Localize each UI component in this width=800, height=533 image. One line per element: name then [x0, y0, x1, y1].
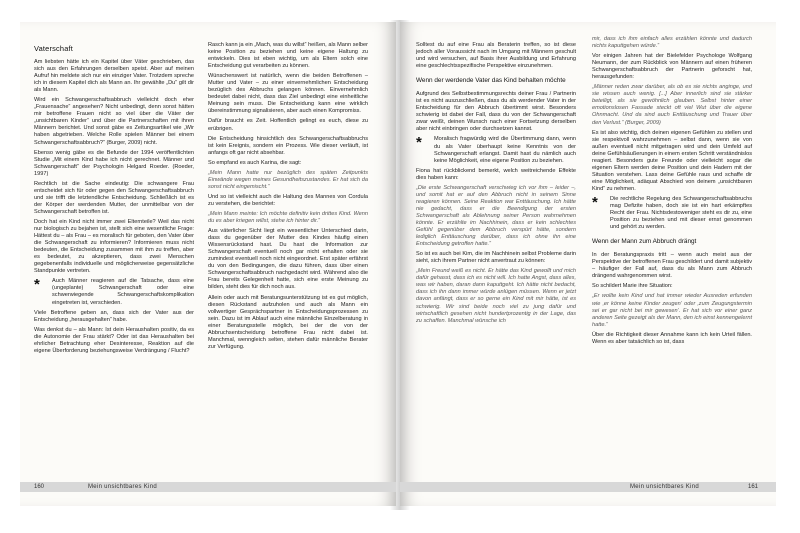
quote-continuation: mir, dass ich ihm einfach alles erzählen könnte und dadurch nichts kaputtgehen würde.“ — [592, 36, 752, 50]
page-number: 160 — [34, 484, 45, 490]
paragraph: So ist es auch bei Kim, die im Nachhinein selbst Probleme darin sieht, sich ihrem Partner nicht anvertraut zu können: — [416, 251, 576, 265]
running-title: Mein unsichtbares Kind — [630, 484, 699, 490]
asterisk-icon: * — [416, 134, 422, 152]
footer-bar — [400, 482, 776, 492]
note-text: Auch Männer reagieren auf die Tatsache, dass eine (ungeplante) Schwangerschaft oder eine schwerwiegende Schwangerschaftskomplikation eingetreten ist, verschieden. — [52, 278, 194, 306]
paragraph: Vor einigen Jahren hat der Bielefelder Psychologe Wolfgang Neumann, der zum Rückblick von Männern auf einen früheren Schwangerschaftsabbruch der Partnerin geforscht hat, herausgefunden: — [592, 53, 752, 81]
paragraph: Es ist also wichtig, dich deinen eigenen Gefühlen zu stellen und sie respektvoll wahrzunehmen – selbst dann, wenn sie von außen eventuell nicht mitgetragen wird und dein Umfeld auf deine Gefühlsäußerungen in einem ersten Schritt verständnislos reagiert. Besonders gute Freunde oder vielleicht sogar die eigenen Eltern werden deine Position und dein Hadern mit der Situation verstehen. Lass deine Gefühle raus und schaffe dir eine Möglichkeit, adäquat Abschied von deinem „unsichtbaren Kind“ zu nehmen. — [592, 129, 752, 192]
paragraph: Und so ist vielleicht auch die Haltung des Mannes von Cordula zu verstehen, die berichtet: — [208, 193, 368, 207]
quote: „Mein Mann hatte nur bezüglich des späten Zeitpunkts Einwände wegen meines Gesundheitszustandes. Er hat sich da sonst nicht eingemischt.“ — [208, 169, 368, 190]
left-page — [20, 22, 396, 506]
section-heading-vaterschaft: Vaterschaft — [34, 44, 74, 53]
right-page — [400, 22, 776, 506]
paragraph: Was denkst du – als Mann: Ist dein Heraushalten positiv, da es die Autonomie der Frau stärkt? Oder ist das Heraushalten bei ehrlicher Betrachtung eher Desinteresse, Reaktion auf die eigene Überforderung beziehungsweise Verdrängung / Flucht? — [34, 326, 194, 354]
left-page-column-2 — [208, 42, 368, 354]
paragraph: So empfand es auch Karina, die sagt: — [208, 159, 302, 166]
paragraph: Aus väterlicher Sicht liegt ein wesentlicher Unterschied darin, dass du gegenüber der Mutter des Kindes häufig einen Wissensrückstand hast. Du hast die Information zur Schwangerschaft eventuell noch gar nicht erhalten oder sie zumindest eventuell noch nicht eingeordnet. Erst später erfährst du von den Bedingungen, die dazu führen, dass über einen Schwangerschaftsabbruch nachgedacht wird. Während also die Frau bereits Gelegenheit hatte, sich eine erste Meinung zu bilden, steht dies für dich noch aus. — [208, 228, 368, 291]
paragraph: Wünschenswert ist natürlich, wenn die beiden Betroffenen – Mutter und Vater – zu einer einvernehmlichen Entscheidung bezüglich des Abbruchs gelangen können. Einvernehmlich bedeutet dabei nicht, dass das Ziel unbedingt eine einheitliche Meinung sein muss. Die Entscheidung kann eine wirklich übereinstimmung signalisieren, aber auch einen Kompromiss. — [208, 73, 368, 115]
footer-bar — [20, 482, 396, 492]
quote: „Die erste Schwangerschaft verschwieg ich vor ihm – leider –, und somit hat er auf den Abbruch nicht in seinem Sinne reagieren können. Seine Reaktion war Enttäuschung. Ich hätte nie gedacht, dass er die Beendigung der ersten Schwangerschaft als Ablehnung seiner Person wahrnehmen könnte. Er erzählte im Nachhinein, dass er kein schlechtes Gefühl gegenüber dem Abbruch verspürt hätte, sondern lediglich Enttäuschung darüber, dass ich ohne ihn eine Entscheidung getroffen hatte.“ — [416, 184, 576, 248]
margin-note — [34, 278, 194, 306]
paragraph: Allein oder auch mit Beratungsunterstützung ist es gut möglich, diesen Rückstand aufzuholen und auch als Mann ein vollwertiger Gesprächspartner in Entscheidungsprozessen zu sein. Dazu ist im Ablauf auch eine männliche Einzelberatung in einer Beratungsstelle möglich, bei der die von der Abbruchsentscheidung betroffene Frau nicht dabei ist. Manchmal, wenngleich selten, stehen dafür männliche Berater zur Verfügung. — [208, 294, 368, 350]
note-text: Moralisch fragwürdig wird die Übertimmung dann, wenn du als Vater überhaupt keine Kenntnis von der Schwangerschaft erlangst. Damit hast du nämlich auch keine Möglichkeit, eine eigene Position zu beziehen. — [434, 136, 576, 164]
paragraph: Über die Richtigkeit dieser Annahme kann ich kein Urteil fällen. Wenn es aber tatsächlich so ist, dass — [592, 331, 752, 345]
paragraph: Ebenso wenig gäbe es die Befunde der 1994 veröffentlichten Studie „Mit einem Kind habe ich nicht gerechnet. Männer und Schwangerschaft“ der Psychologin Helgard Roeder. (Roeder, 1997) — [34, 149, 194, 177]
quote: „Männer reden zwar darüber, als ob es sie nichts anginge, und sie wissen auch wenig. [...] Aber innerlich sind sie stärker beteiligt, als sie gewöhnlich glauben. Selbst hinter einer emotionslosen Fassade steckt oft viel Wut über die eigene Ohnmacht. Und da sind auch Enttäuschung und Trauer über den Verlust.“ (Burger, 2009) — [592, 84, 752, 126]
page-number: 161 — [748, 484, 759, 490]
quote: „Mein Freund weiß es nicht. Er hätte das Kind gewollt und mich dafür gehasst, dass ich es nicht will. Ich hatte Angst, dass alles, was wir haben, daran dann kaputtgeht. Ich hätte nicht bedacht, dass ich ihn dann immer würde anlügen müssen. Wenn er jetzt davon anfängt, dass er so gerne ein Kind mit mir hätte, ist es schwierig. Wir sind beide noch viel zu jung dafür und wirtschaftlich gesehen nicht hundertprozentig in der Lage, das zu schaffen. Manchmal wünsche ich — [416, 268, 576, 324]
paragraph: Rechtlich ist die Sache eindeutig: Die schwangere Frau entscheidet sich für oder gegen den Schwangerschaftsabbruch und sie trifft die letztendliche Entscheidung. Schließlich ist es der Körper der werdenden Mutter, der unmittelbar von der Schwangerschaft betroffen ist. — [34, 180, 194, 215]
paragraph: Wird ein Schwangerschaftsabbruch vielleicht doch eher „Frauensache“ angesehen? Nicht unbedingt, denn sonst hätten mir betroffene Frauen nicht so viel über die Väter der „unsichtbaren Kinder“ und über die Partnerschaften mit ihren Männern berichtet. Und sonst gäbe es Zeitungsartikel wie „Wir haben abgetrieben. Welche Rolle spielen Männer bei einem Schwangerschaftsabbruch?“ (Burger, 2009) nicht. — [34, 97, 194, 146]
note-text: Die rechtliche Regelung des Schwangerschaftsabbruchs mag Defizite haben, doch sie ist ein hart erkämpftes Recht der Frau. Nichtsdestoweniger steht es dir zu, eine Position zu beziehen und mit dieser ernst genommen und gehört zu werden. — [610, 195, 752, 231]
paragraph: In der Beratungspraxis tritt – wenn auch meist aus der Perspektive der betroffenen Frau geschildert und damit subjektiv – häufiger der Fall auf, dass du als Mann zum Abbruch drängend wahrgenommen wirst. — [592, 252, 752, 280]
paragraph: Viele Betroffene geben an, dass sich der Vater aus der Entscheidung „herausgehalten“ habe. — [34, 309, 194, 323]
quote: „Mein Mann meinte: Ich möchte definitiv kein drittes Kind. Wenn du es aber kriegen willst, stehe ich hinter dir.“ — [208, 210, 368, 225]
paragraph: Dafür braucht es Zeit. Hoffentlich gelingt es euch, diese zu erübrigen. — [208, 118, 368, 132]
paragraph: Die Entscheidung hinsichtlich des Schwangerschaftsabbruchs ist kein Ereignis, sondern ein Prozess. Wie dieser verläuft, ist anfangs oft gar nicht absehbar. — [208, 135, 368, 156]
right-page-column-1 — [416, 42, 576, 328]
quote: „Er wollte kein Kind und hat immer wieder Ausreden erfunden wie ‚er könne keine Kinder zeugen‘ oder ‚zum Zeugungstermin sei er gar nicht bei mir gewesen‘. Er hat sich vor einer ganz anderen Seite gezeigt als der Mann, den ich einst kennengelernt hatte.“ — [592, 293, 752, 328]
asterisk-icon: * — [34, 276, 40, 294]
paragraph: Solltest du auf eine Frau als Beraterin treffen, so ist diese jedoch aller Voraussicht nach im Umgang mit Männern geschult und wird versuchen, auf Basis ihrer Ausbildung und Erfahrung eine geschlechtsspezifische Perspektive einzunehmen. — [416, 42, 576, 70]
paragraph: Doch hat ein Kind nicht immer zwei Elternteile? Weil das nicht nur biologisch zu bejahen ist, stellt sich eine wesentliche Frage: Hättest du – als Frau – es moralisch für geboten, den Vater über die Schwangerschaft zu informieren? Informieren muss nicht bedeuten, die Entscheidung zusammen mit ihm zu treffen, aber es bedeutet, zu akzeptieren, dass zwei Menschen gegebenenfalls individuelle und möglicherweise gegensätzliche Standpunkte vertreten. — [34, 218, 194, 275]
paragraph: Am liebsten hätte ich ein Kapitel über Väter geschrieben, das sich aus den Erfahrungen derselben speist. Aber auf meinen Aufruf hin meldete sich nur ein einziger Vater. Trotzdem spreche ich in diesem Kapitel dich als Mann an. Ihr gewählte „Du“ gilt dir als Mann. — [34, 59, 194, 94]
margin-note — [416, 136, 576, 164]
section-heading-vater-behalten: Wenn der werdende Vater das Kind behalten möchte — [416, 77, 566, 85]
paragraph: Rasch kann ja ein „Mach, was du willst“ heißen, als Mann selber keine Position zu beziehen und keine eigene Haltung zu entwickeln. Dies ist eben wichtig, um als Eltern solch eine Entscheidung gut verarbeiten zu können. — [208, 42, 368, 70]
section-heading-mann-draengt: Wenn der Mann zum Abbruch drängt — [592, 238, 697, 246]
paragraph: Aufgrund des Selbstbestimmungsrechts deiner Frau / Partnerin ist es nicht auszuschließen, dass du als werdender Vater in der Entscheidung für den Abbruch übertimmt wirst. Besonders schwierig ist dabei der Fall, dass du von der Schwangerschaft zwar weißt, deinen Wunsch nach einer Fortsetzung derselben aber nicht einbringen oder durchsetzen kannst. — [416, 91, 576, 133]
asterisk-icon: * — [592, 193, 598, 211]
paragraph: So schildert Marie ihre Situation: — [592, 283, 673, 290]
right-page-column-2 — [592, 36, 752, 349]
paragraph: Fiona hat rückblickend bemerkt, welch weitreichende Effekte dies haben kann: — [416, 167, 576, 181]
left-page-column-1 — [34, 42, 194, 358]
running-title: Mein unsichtbares Kind — [88, 484, 157, 490]
margin-note — [592, 193, 752, 231]
